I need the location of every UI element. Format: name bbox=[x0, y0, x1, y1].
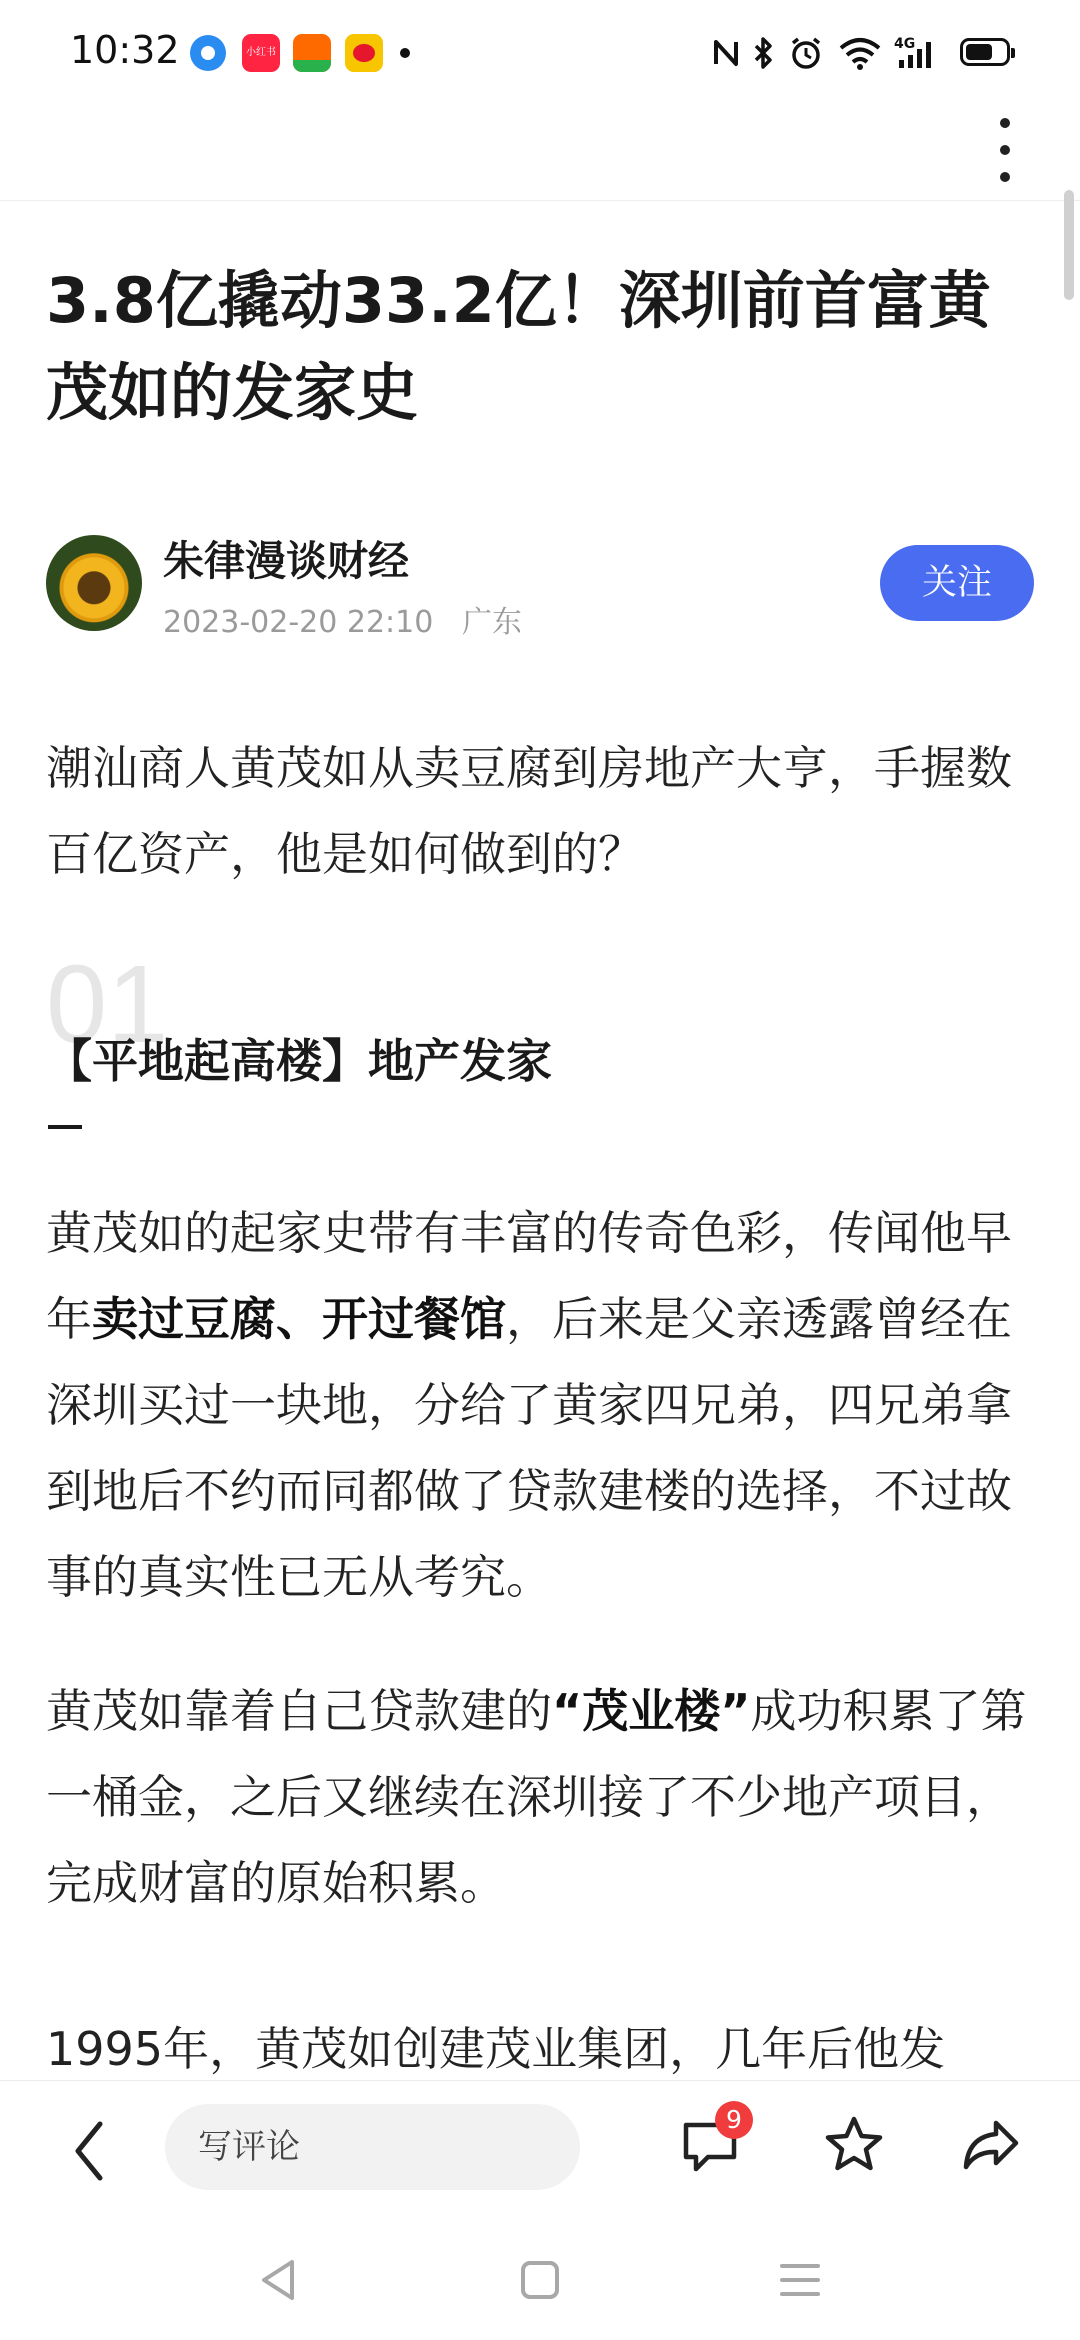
more-notifications-icon bbox=[400, 48, 410, 58]
body-paragraph-3: 1995年，黄茂如创建茂业集团，几年后他发 bbox=[46, 2022, 946, 2076]
nfc-icon bbox=[712, 34, 740, 72]
body-paragraph-1 bbox=[46, 1190, 1036, 1620]
publish-meta bbox=[163, 597, 522, 641]
signal-4g-icon bbox=[893, 34, 937, 72]
paragraph-text: 成功积累了第一桶金，之后又继续在深圳接了不少地产项目，完成财富的原始积累。 bbox=[46, 1684, 1027, 1910]
status-bar bbox=[0, 0, 1080, 100]
paragraph-text: 黄茂如靠着自己贷款建的 bbox=[46, 1684, 552, 1738]
section-divider bbox=[48, 1125, 82, 1129]
body-paragraph-2 bbox=[46, 1668, 1036, 1926]
back-icon[interactable] bbox=[70, 2116, 110, 2186]
section-number: 01 bbox=[46, 943, 169, 1066]
bluetooth-icon bbox=[752, 34, 776, 72]
bold-text: “茂业楼” bbox=[552, 1684, 751, 1738]
section-title: 【平地起高楼】地产发家 bbox=[46, 1034, 552, 1088]
publish-location: 广东 bbox=[461, 605, 522, 640]
more-vertical-icon[interactable] bbox=[990, 116, 1020, 184]
weibo-icon bbox=[345, 34, 383, 72]
browser-icon bbox=[190, 35, 226, 71]
taobao-icon bbox=[293, 34, 331, 72]
paragraph-text: 黄茂如的起家史带有丰富的传奇色彩，传闻他早年 bbox=[46, 1206, 1012, 1346]
comment-input[interactable] bbox=[165, 2104, 580, 2190]
top-app-bar bbox=[0, 100, 1080, 201]
author-name[interactable]: 朱律漫谈财经 bbox=[163, 537, 409, 585]
comment-count-badge: 9 bbox=[715, 2101, 753, 2139]
publish-date: 2023-02-20 22:10 bbox=[163, 605, 434, 640]
intro-paragraph: 潮汕商人黄茂如从卖豆腐到房地产大亨，手握数百亿资产，他是如何做到的？ bbox=[46, 741, 1012, 881]
nav-menu-icon[interactable] bbox=[770, 2250, 830, 2310]
clock: 10:32 bbox=[70, 28, 180, 72]
nav-back-icon[interactable] bbox=[250, 2250, 310, 2310]
avatar[interactable] bbox=[46, 535, 142, 631]
nav-home-icon[interactable] bbox=[510, 2250, 570, 2310]
xiaohongshu-icon: 小红书 bbox=[242, 34, 280, 72]
battery-icon bbox=[960, 38, 1010, 66]
paragraph-text: ，后来是父亲透露曾经在深圳买过一块地，分给了黄家四兄弟，四兄弟拿到地后不约而同都做了贷款建楼的选择，不过故事的真实性已无从考究。 bbox=[46, 1292, 1012, 1604]
bold-text: 卖过豆腐、开过餐馆 bbox=[92, 1292, 506, 1346]
svg-text:4G: 4G bbox=[894, 36, 916, 52]
star-icon[interactable] bbox=[822, 2113, 886, 2177]
share-icon[interactable] bbox=[958, 2113, 1022, 2177]
bottom-action-bar bbox=[0, 2080, 1080, 2221]
alarm-icon bbox=[788, 34, 824, 72]
follow-button[interactable]: 关注 bbox=[880, 545, 1034, 621]
wifi-icon bbox=[838, 34, 882, 72]
system-nav-bar bbox=[0, 2220, 1080, 2340]
article-title: 3.8亿撬动33.2亿！深圳前首富黄茂如的发家史 bbox=[46, 264, 991, 429]
scrollbar[interactable] bbox=[1064, 190, 1074, 300]
